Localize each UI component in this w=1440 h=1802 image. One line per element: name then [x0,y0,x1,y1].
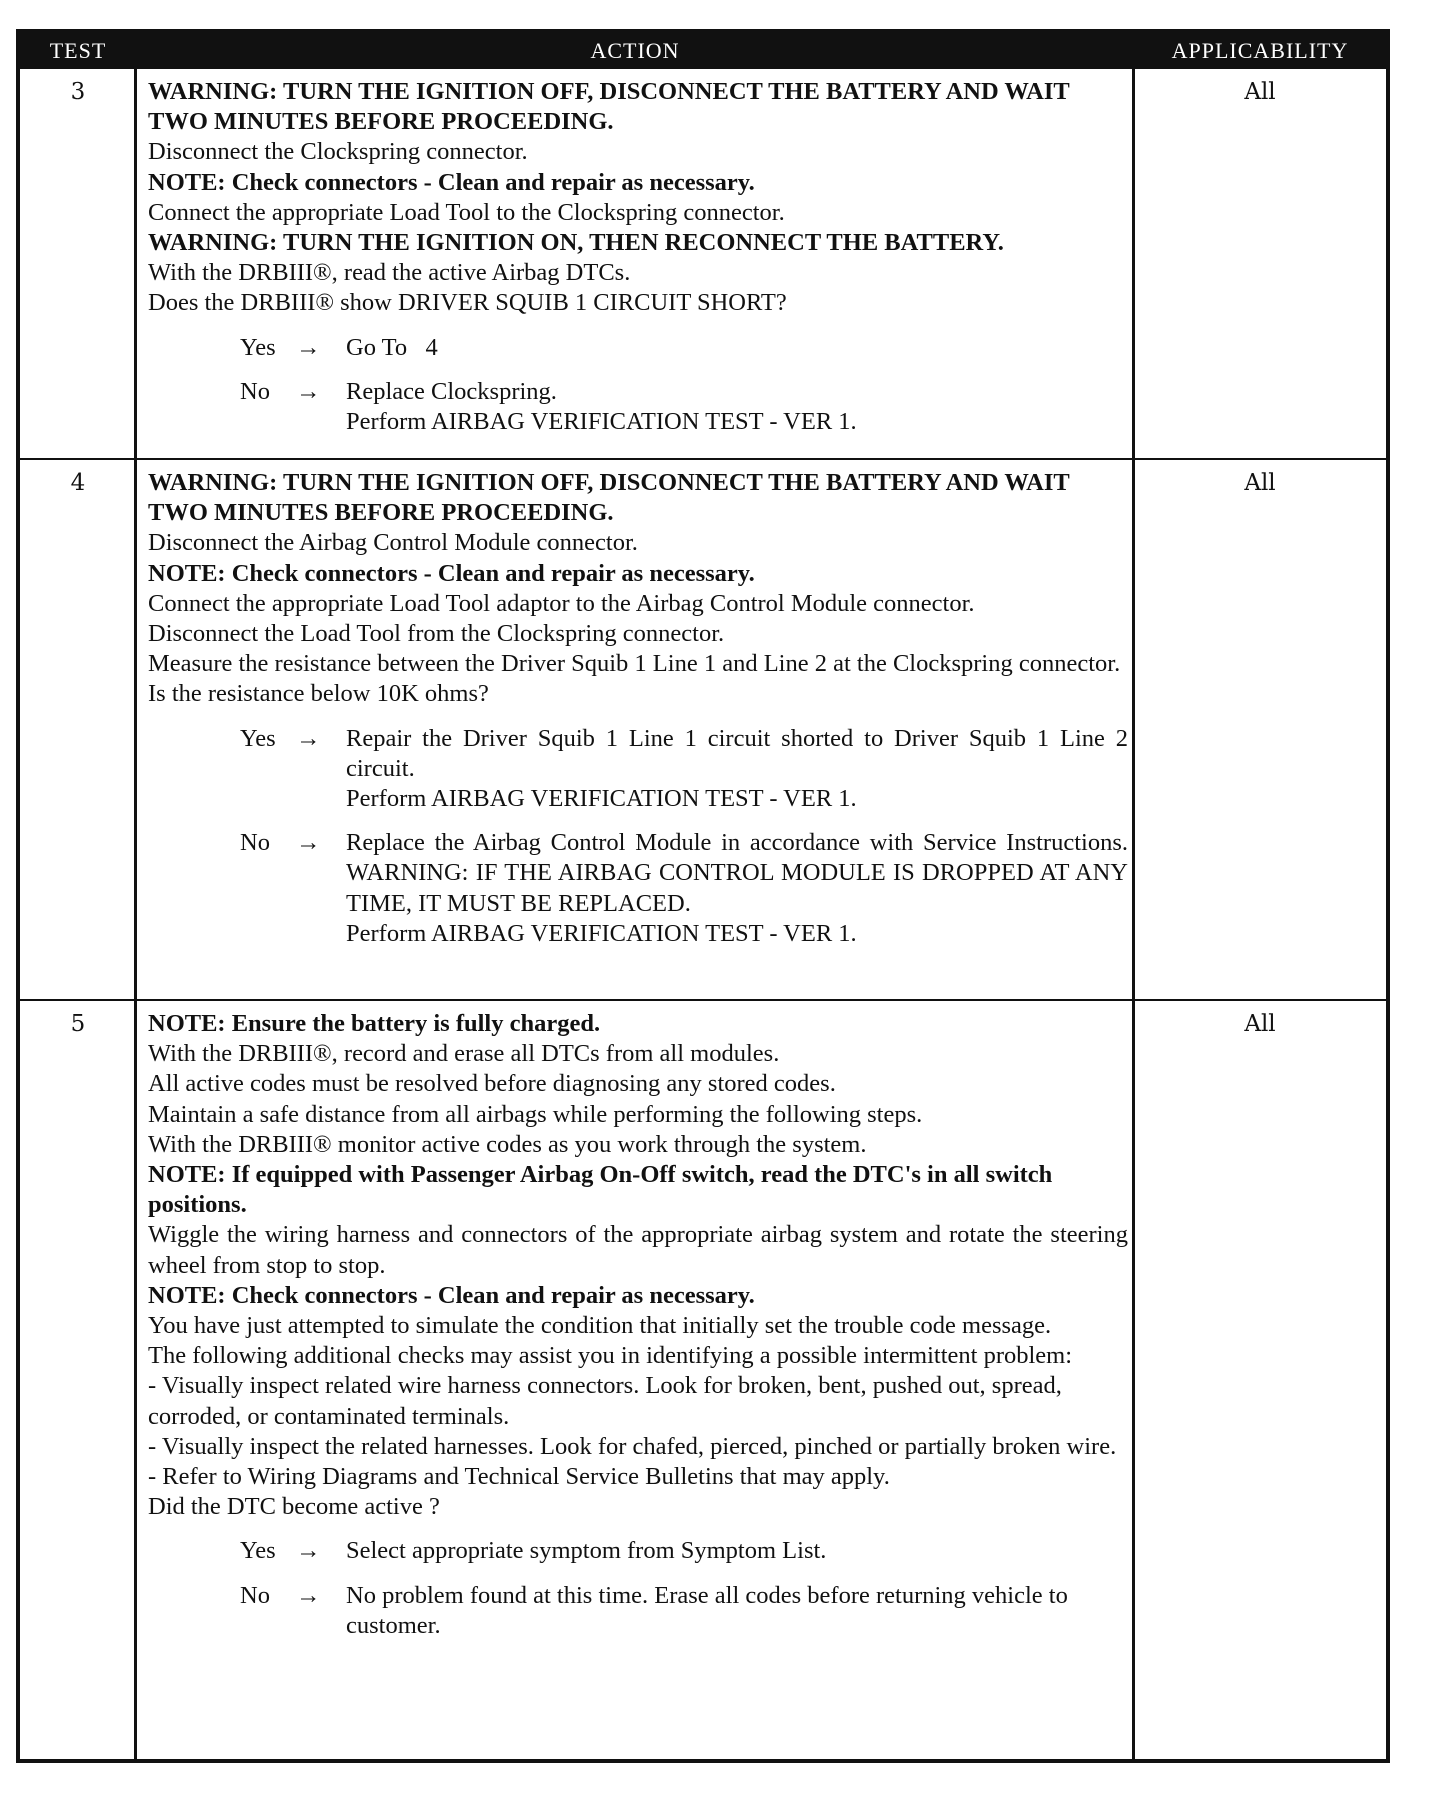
step-text: Disconnect the Load Tool from the Clockspring connector. [148,620,725,648]
diagnostic-table [16,29,1390,1763]
no-branch [240,377,1128,437]
result-text: Perform AIRBAG VERIFICATION TEST - VER 1. [346,785,857,813]
step-text: Measure the resistance between the Driver Squib 1 Line 1 and Line 2 at the Clockspring connector. [148,650,1121,678]
test-number: 3 [70,79,86,105]
result-text: No problem found at this time. Erase all codes before returning vehicle to customer. [346,1581,1068,1639]
check-item: - Visually inspect related wire harness connectors. Look for broken, bent, pushed out, spread, corroded, or contaminated terminals. [148,1372,1062,1430]
step-text: With the DRBIII®, read the active Airbag DTCs. [148,259,631,287]
no-result [346,1581,1128,1641]
yes-result [346,1536,1128,1566]
note-text: NOTE: Check connectors - Clean and repair as necessary. [148,168,755,196]
result-text: Replace the Airbag Control Module in accordance with Service Instructions. WARNING: IF THE AIRBAG CONTROL MODULE IS DROPPED AT ANY TIME, IT MUST BE REPLACED. [346,829,1128,917]
warning-text: WARNING: TURN THE IGNITION OFF, DISCONNECT THE BATTERY AND WAIT TWO MINUTES BEFORE PROCEEDING. [148,469,1070,527]
no-label: No [240,377,270,405]
no-result [346,377,1128,437]
action-cell [148,77,1128,437]
yes-result [346,333,1128,363]
step-text: The following additional checks may assist you in identifying a possible intermittent problem: [148,1342,1073,1370]
yes-branch [240,724,1128,815]
step-text: Wiggle the wiring harness and connectors of the appropriate airbag system and rotate the steering wheel from stop to stop. [148,1221,1128,1279]
result-text: Select appropriate symptom from Symptom List. [346,1537,827,1565]
arrow-right-icon: → [296,829,321,857]
arrow-right-icon: → [296,724,321,752]
table-row [20,69,1386,458]
yes-label: Yes [240,333,276,361]
no-label: No [240,1581,270,1609]
warning-text: WARNING: TURN THE IGNITION OFF, DISCONNECT THE BATTERY AND WAIT TWO MINUTES BEFORE PROCEEDING. [148,78,1070,136]
arrow-right-icon: → [296,1537,321,1565]
no-branch [240,1581,1128,1641]
yes-branch [240,1536,1128,1566]
header-test: TEST [49,38,107,63]
header-action: ACTION [590,38,680,63]
result-text: Perform AIRBAG VERIFICATION TEST - VER 1. [346,408,857,436]
action-cell [148,1009,1128,1641]
applicability-value: All [1244,470,1276,496]
check-item: - Visually inspect the related harnesses. Look for chafed, pierced, pinched or partially broken wire. [148,1432,1117,1460]
yes-branch [240,333,1128,363]
question-text: Is the resistance below 10K ohms? [148,680,489,708]
no-label: No [240,829,270,857]
step-text: Maintain a safe distance from all airbags while performing the following steps. [148,1100,923,1128]
test-number: 5 [70,1011,86,1037]
result-text: Repair the Driver Squib 1 Line 1 circuit shorted to Driver Squib 1 Line 2 circuit. [346,724,1128,782]
table-row [20,460,1386,999]
yes-label: Yes [240,724,276,752]
result-text: Perform AIRBAG VERIFICATION TEST - VER 1. [346,919,857,947]
step-text: With the DRBIII®, record and erase all DTCs from all modules. [148,1040,780,1068]
arrow-right-icon: → [296,1581,321,1609]
step-text: Disconnect the Clockspring connector. [148,138,528,166]
step-text: All active codes must be resolved before diagnosing any stored codes. [148,1070,836,1098]
yes-result [346,724,1128,815]
step-text: Connect the appropriate Load Tool adaptor to the Airbag Control Module connector. [148,589,975,617]
arrow-right-icon: → [296,333,321,361]
result-text: Go To 4 [346,333,438,361]
applicability-value: All [1244,1011,1276,1037]
note-text: NOTE: Check connectors - Clean and repair as necessary. [148,559,755,587]
step-text: Disconnect the Airbag Control Module connector. [148,529,638,557]
check-item: - Refer to Wiring Diagrams and Technical Service Bulletins that may apply. [148,1463,890,1491]
test-number: 4 [70,470,86,496]
applicability-value: All [1244,79,1276,105]
no-result [346,828,1128,949]
action-cell [148,468,1128,949]
step-text: Connect the appropriate Load Tool to the Clockspring connector. [148,198,785,226]
result-text: Replace Clockspring. [346,377,557,405]
no-branch [240,828,1128,949]
table-row [20,1001,1386,1761]
step-text: You have just attempted to simulate the condition that initially set the trouble code message. [148,1312,1052,1340]
question-text: Does the DRBIII® show DRIVER SQUIB 1 CIRCUIT SHORT? [148,289,787,317]
header-applicability: APPLICABILITY [1171,38,1349,63]
question-text: Did the DTC become active ? [148,1493,440,1521]
table-header [20,33,1386,69]
note-text: NOTE: Check connectors - Clean and repair as necessary. [148,1281,755,1309]
note-text: NOTE: Ensure the battery is fully charged. [148,1010,601,1037]
warning-text: WARNING: TURN THE IGNITION ON, THEN RECONNECT THE BATTERY. [148,229,1004,257]
note-text: NOTE: If equipped with Passenger Airbag On-Off switch, read the DTC's in all switch positions. [148,1161,1053,1219]
step-text: With the DRBIII® monitor active codes as you work through the system. [148,1130,867,1158]
arrow-right-icon: → [296,377,321,405]
yes-label: Yes [240,1537,276,1565]
